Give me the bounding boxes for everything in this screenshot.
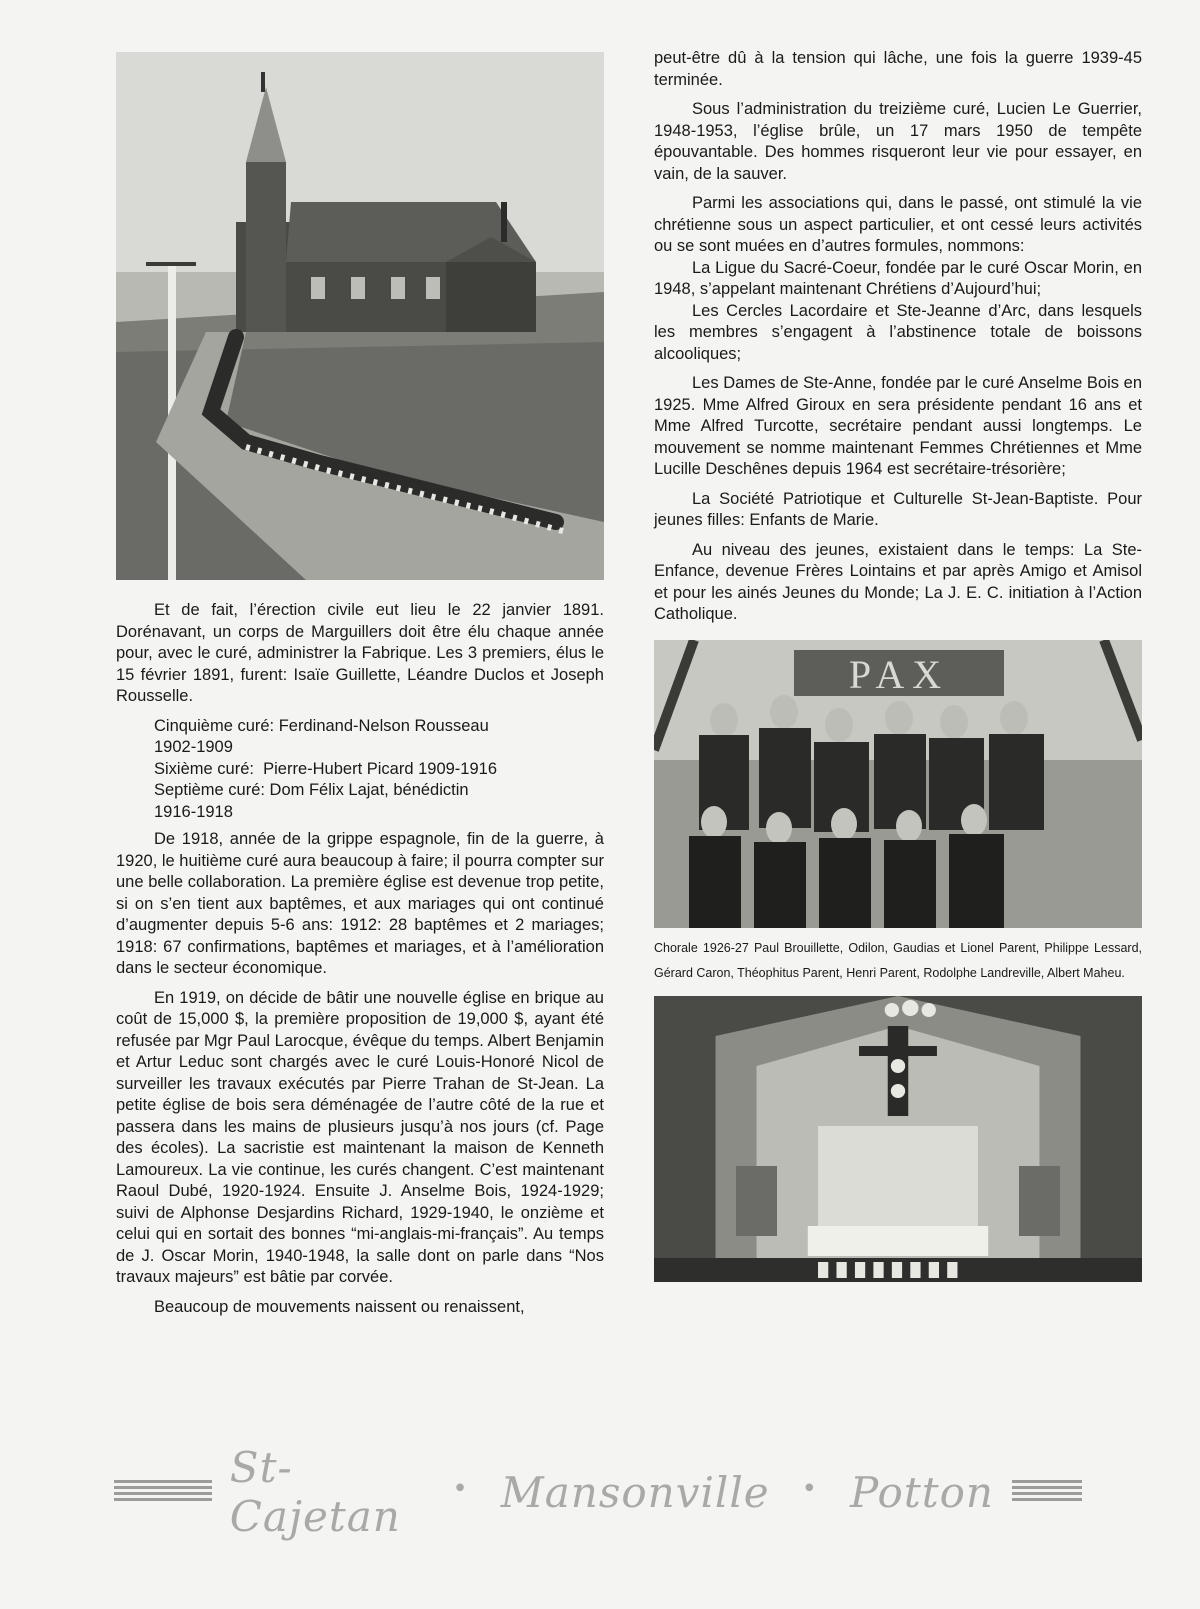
footer-place: Mansonville xyxy=(500,1467,770,1517)
cure-line: Septième curé: Dom Félix Lajat, bénédictin xyxy=(154,781,469,799)
footer-place: St-Cajetan xyxy=(229,1443,401,1541)
paragraph: Les Cercles Lacordaire et Ste-Jeanne d’Arc, dans lesquels les membres s’engagent à l’abstinence totale de boissons alcooliques; xyxy=(654,301,1142,363)
decorative-bars xyxy=(1012,1480,1082,1504)
paragraph: Sous l’administration du treizième curé, Lucien Le Guerrier, 1948-1953, l’église brûle, un 17 mars 1950 de tempête épouvantable. Des hommes risqueront leur vie pour essayer, en vain, de la sauver. xyxy=(654,100,1142,183)
footer-place: Potton xyxy=(849,1467,994,1517)
church-interior-photo xyxy=(654,996,1142,1282)
paragraph: De 1918, année de la grippe espagnole, fin de la guerre, à 1920, le huitième curé aura beaucoup à faire; il pourra compter sur une belle collaboration. La première église est devenue trop petite, si on s’en tient aux baptêmes, et aux mariages qui ont continué d’augmenter depuis 5-6 ans: 1912: 28 baptêmes et 2 mariages; 1918: 67 confirmations, baptêmes et mariages, et à l’amélioration dans le secteur économique. xyxy=(116,830,604,977)
cure-line: Sixième curé: Pierre-Hubert Picard 1909-1916 xyxy=(154,759,497,778)
church-procession-photo xyxy=(116,52,604,580)
bullet-separator: • xyxy=(452,1474,469,1504)
pax-sign: PAX xyxy=(848,651,950,697)
footer-banner xyxy=(114,1443,1082,1541)
cure-line: 1916-1918 xyxy=(154,802,233,821)
paragraph: En 1919, on décide de bâtir une nouvelle église en brique au coût de 15,000 $, la première proposition de 19,000 $, ayant été refusée par Mgr Paul Larocque, évêque du temps. Albert Benjamin et Artur Leduc sont chargés avec le curé Louis-Honoré Nicol de surveiller les travaux exécutés par Pierre Trahan de St-Jean. La petite église de bois sera déménagée de l’autre côté de la rue et passera dans les mains de plusieurs jusqu’à nos jours (cf. Page des écoles). La sacristie est maintenant la maison de Kenneth Lamoureux. La vie continue, les curés changent. C’est maintenant Raoul Dubé, 1920-1924. Ensuite J. Anselme Bois, 1924-1929; suivi de Alphonse Desjardins Richard, 1929-1940, le onzième et celui qui en sortait des bonnes “mi-anglais-mi-français”. Au temps de J. Oscar Morin, 1940-1948, la salle dont on parle dans “Nos travaux majeurs” est bâtie par corvée. xyxy=(116,988,604,1286)
bullet-separator: • xyxy=(801,1474,818,1504)
cure-list xyxy=(154,716,604,824)
right-text xyxy=(654,48,1142,626)
left-text xyxy=(116,600,604,1318)
paragraph: La Ligue du Sacré-Coeur, fondée par le curé Oscar Morin, en 1948, s’appelant maintenant Chrétiens d’Aujourd’hui; xyxy=(654,258,1142,298)
cure-line: 1902-1909 xyxy=(154,738,233,756)
paragraph: Au niveau des jeunes, existaient dans le temps: La Ste-Enfance, devenue Frères Lointains et par après Amigo et Amisol et pour les ainés Jeunes du Monde; La J. E. C. initiation à l’Action Catholique. xyxy=(654,540,1142,623)
paragraph: Beaucoup de mouvements naissent ou renaissent, xyxy=(154,1297,525,1316)
decorative-bars xyxy=(114,1480,212,1504)
paragraph: Et de fait, l’érection civile eut lieu le 22 janvier 1891. Dorénavant, un corps de Marguillers doit être élu chaque année pour, avec le curé, administrer la Fabrique. Les 3 premiers, élus le 15 février 1891, furent: Isaïe Guillette, Léandre Duclos et Joseph Rousselle. xyxy=(116,601,604,705)
paragraph: peut-être dû à la tension qui lâche, une fois la guerre 1939-45 terminée. xyxy=(654,49,1142,89)
choir-caption: Chorale 1926-27 Paul Brouillette, Odilon, Gaudias et Lionel Parent, Philippe Lessard, Gérard Caron, Théophitus Parent, Henri Parent, Rodolphe Landreville, Albert Maheu. xyxy=(654,940,1142,980)
choir-photo xyxy=(654,640,1142,928)
paragraph: Parmi les associations qui, dans le passé, ont stimulé la vie chrétienne sous un aspect particulier, et ont cessé leurs activités ou se sont muées en d’autres formules, nommons: xyxy=(654,194,1142,255)
paragraph: Les Dames de Ste-Anne, fondée par le curé Anselme Bois en 1925. Mme Alfred Giroux en sera présidente pendant 16 ans et Mme Alfred Turcotte, secrétaire pendant aussi longtemps. Le mouvement se nomme maintenant Femmes Chrétiennes et Mme Lucille Deschênes depuis 1964 est secrétaire-trésorière; xyxy=(654,374,1142,478)
cure-line: Cinquième curé: Ferdinand-Nelson Rousseau xyxy=(154,716,489,735)
paragraph: La Société Patriotique et Culturelle St-Jean-Baptiste. Pour jeunes filles: Enfants de Marie. xyxy=(654,489,1142,529)
left-column xyxy=(116,52,604,1326)
right-column xyxy=(654,48,1142,1282)
